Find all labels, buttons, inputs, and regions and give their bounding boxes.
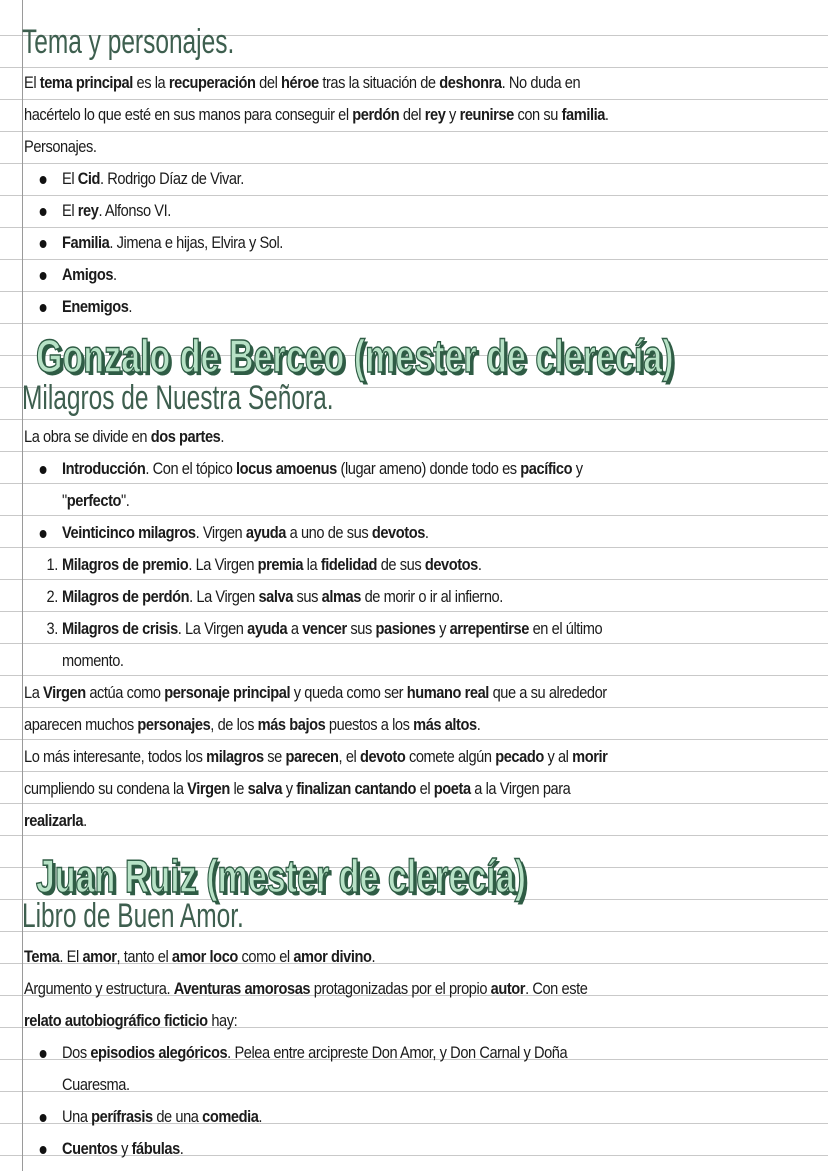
- paragraph-line: Lo más interesante, todos los milagros se parecen, el devoto comete algún pecado y al morir: [24, 747, 608, 766]
- numbered-item: [46, 618, 714, 640]
- bullet-item: Introducción. Con el tópico locus amoenus (lugar ameno) donde todo es pacífico y: [62, 458, 714, 480]
- section-title-berceo: Gonzalo de Berceo (mester de clerecía): [36, 330, 674, 382]
- bold-term: rey: [77, 201, 99, 220]
- bold-term: Aventuras amorosas: [173, 979, 311, 998]
- bold-term: milagros: [206, 747, 264, 766]
- bold-term: perífrasis: [91, 1107, 153, 1126]
- bold-term: Virgen: [43, 683, 86, 702]
- bullet-item-continuation: Cuaresma.: [62, 1075, 130, 1094]
- bold-term: ayuda: [245, 523, 287, 542]
- paragraph-line: Argumento y estructura. Aventuras amorosas protagonizadas por el propio autor. Con este: [24, 979, 588, 998]
- bold-term: tema principal: [39, 73, 133, 92]
- bold-term: finalizan cantando: [296, 779, 417, 798]
- bold-term: personaje principal: [164, 683, 291, 702]
- paragraph-line: Tema. El amor, tanto el amor loco como el amor divino.: [24, 947, 376, 966]
- bold-term: Milagros de crisis: [62, 619, 178, 638]
- bold-term: morir: [572, 747, 608, 766]
- paragraph-line: La obra se divide en dos partes.: [24, 427, 225, 446]
- bold-term: premia: [257, 555, 304, 574]
- bold-term: episodios alegóricos: [90, 1043, 228, 1062]
- bold-term: arrepentirse: [449, 619, 529, 638]
- bold-term: devotos: [371, 523, 425, 542]
- bold-term: amor loco: [171, 947, 238, 966]
- item-text: Milagros de premio. La Virgen premia la fidelidad de sus devotos.: [62, 555, 482, 574]
- bold-term: recuperación: [168, 73, 256, 92]
- item-text: Milagros de perdón. La Virgen salva sus almas de morir o ir al infierno.: [62, 587, 503, 606]
- section-title-juan-ruiz: Juan Ruiz (mester de clerecía): [36, 850, 526, 902]
- bold-term: pacífico: [520, 459, 573, 478]
- bold-term: Veinticinco milagros: [62, 523, 196, 542]
- bold-term: locus amoenus: [236, 459, 337, 478]
- notebook-margin-line: [22, 0, 23, 1171]
- heading-milagros: Milagros de Nuestra Señora.: [22, 379, 334, 417]
- numbered-item-continuation: momento.: [62, 651, 124, 670]
- bold-term: comedia: [202, 1107, 259, 1126]
- bold-term: Milagros de perdón: [62, 587, 190, 606]
- bold-term: humano real: [406, 683, 489, 702]
- bold-term: dos partes: [150, 427, 221, 446]
- bullet-item: Cuentos y fábulas.: [62, 1138, 714, 1160]
- bold-term: Virgen: [187, 779, 230, 798]
- bold-term: Cuentos: [62, 1139, 118, 1158]
- bullet-item: Amigos.: [62, 264, 714, 286]
- bold-term: héroe: [281, 73, 319, 92]
- bold-term: almas: [321, 587, 361, 606]
- bullet-item: Enemigos.: [62, 296, 714, 318]
- bold-term: personajes: [137, 715, 211, 734]
- bold-term: rey: [424, 105, 446, 124]
- bold-term: fidelidad: [320, 555, 378, 574]
- heading-tema-personajes: Tema y personajes.: [22, 23, 235, 61]
- paragraph-line: El tema principal es la recuperación del héroe tras la situación de deshonra. No duda en: [24, 73, 581, 92]
- bullet-item: Una perífrasis de una comedia.: [62, 1106, 714, 1128]
- paragraph-line: hacértelo lo que esté en sus manos para conseguir el perdón del rey y reunirse con su familia.: [24, 105, 609, 124]
- bold-term: reunirse: [459, 105, 514, 124]
- bullet-item: El Cid. Rodrigo Díaz de Vivar.: [62, 168, 714, 190]
- bold-term: deshonra: [439, 73, 502, 92]
- bullet-item-continuation: "perfecto".: [62, 491, 130, 510]
- bold-term: devoto: [359, 747, 406, 766]
- bold-term: perfecto: [66, 491, 122, 510]
- bold-term: devotos: [424, 555, 478, 574]
- bold-term: salva: [258, 587, 293, 606]
- bold-term: parecen: [285, 747, 339, 766]
- bullet-item: El rey. Alfonso VI.: [62, 200, 714, 222]
- paragraph-line: aparecen muchos personajes, de los más bajos puestos a los más altos.: [24, 715, 481, 734]
- bold-term: familia: [561, 105, 605, 124]
- bold-term: más altos: [413, 715, 477, 734]
- paragraph-line: relato autobiográfico ficticio hay:: [24, 1011, 238, 1030]
- bold-term: salva: [247, 779, 283, 798]
- item-text: Milagros de crisis. La Virgen ayuda a vencer sus pasiones y arrepentirse en el último: [62, 619, 603, 638]
- bold-term: Tema: [24, 947, 60, 966]
- bullet-item: Dos episodios alegóricos. Pelea entre arcipreste Don Amor, y Don Carnal y Doña: [62, 1042, 714, 1064]
- bullet-item: Familia. Jimena e hijas, Elvira y Sol.: [62, 232, 714, 254]
- bold-term: pasiones: [375, 619, 436, 638]
- heading-libro-buen-amor: Libro de Buen Amor.: [22, 897, 244, 935]
- numbered-item: [46, 554, 714, 576]
- bold-term: Milagros de premio: [62, 555, 189, 574]
- bold-term: vencer: [302, 619, 347, 638]
- bold-term: realizarla: [24, 811, 84, 830]
- bold-term: Introducción: [62, 459, 146, 478]
- paragraph-line: La Virgen actúa como personaje principal y queda como ser humano real que a su alrededor: [24, 683, 607, 702]
- numbered-item: [46, 586, 714, 608]
- item-number: 3.: [46, 619, 58, 638]
- bold-term: relato autobiográfico ficticio: [24, 1011, 208, 1030]
- bold-term: fábulas: [131, 1139, 180, 1158]
- bold-term: perdón: [352, 105, 400, 124]
- item-number: 2.: [46, 587, 58, 606]
- bold-term: Familia: [62, 233, 110, 252]
- bullet-item: Veinticinco milagros. Virgen ayuda a uno de sus devotos.: [62, 522, 714, 544]
- bold-term: amor: [82, 947, 117, 966]
- bold-term: Cid: [77, 169, 101, 188]
- bold-term: ayuda: [247, 619, 288, 638]
- paragraph-line: cumpliendo su condena la Virgen le salva y finalizan cantando el poeta a la Virgen para: [24, 779, 571, 798]
- bold-term: autor: [490, 979, 526, 998]
- bold-term: pecado: [495, 747, 544, 766]
- bold-term: poeta: [433, 779, 471, 798]
- bold-term: Enemigos: [62, 297, 129, 316]
- bold-term: Amigos: [62, 265, 114, 284]
- personajes-label: Personajes.: [24, 137, 97, 156]
- bold-term: amor divino: [293, 947, 372, 966]
- bold-term: más bajos: [257, 715, 326, 734]
- paragraph-line: realizarla.: [24, 811, 87, 830]
- item-number: 1.: [46, 555, 58, 574]
